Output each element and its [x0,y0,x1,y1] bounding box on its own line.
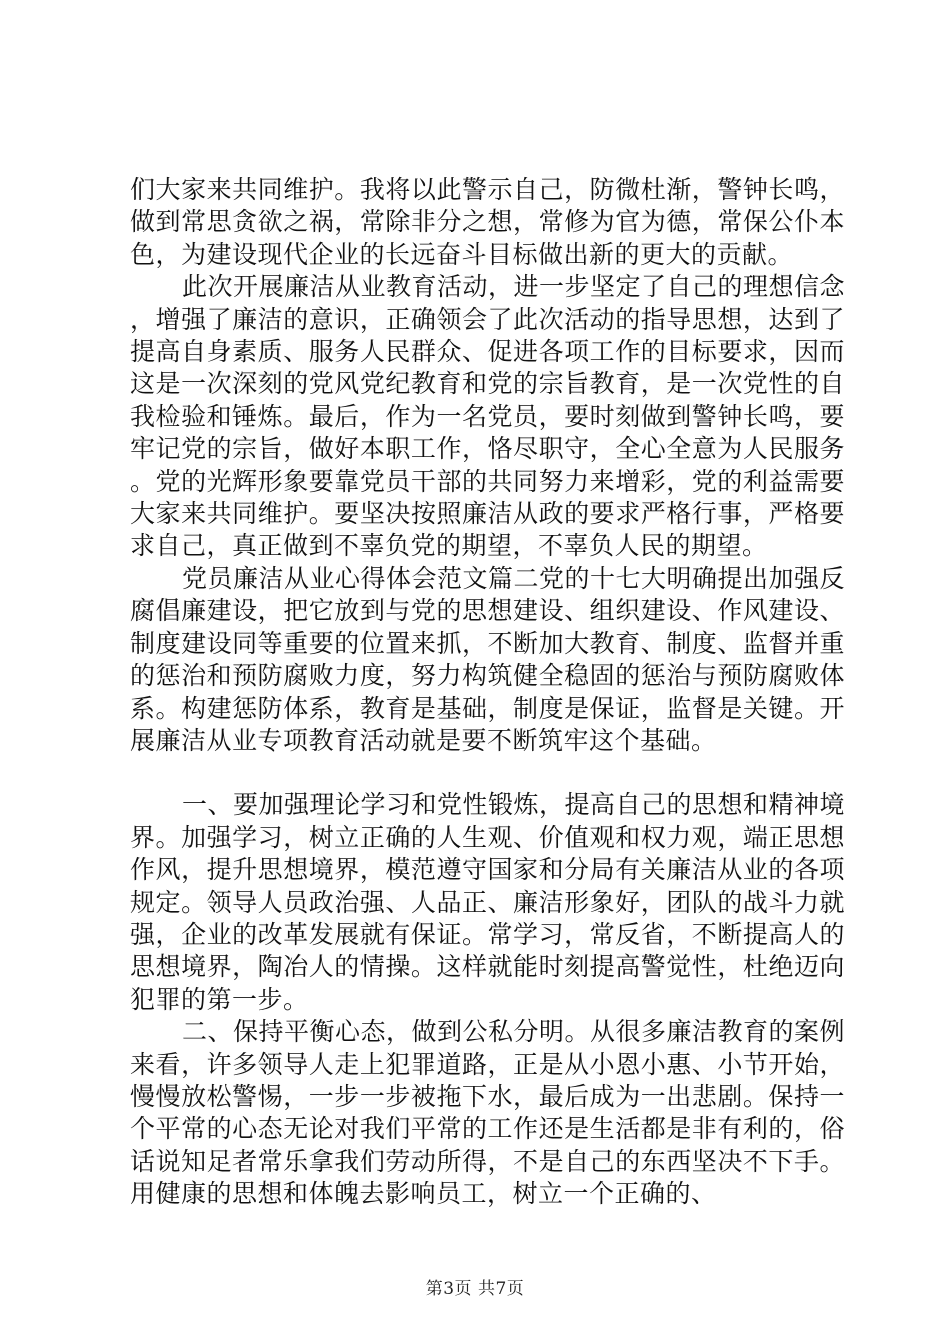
paragraph-spacer [130,757,845,789]
paragraph-4: 一、要加强理论学习和党性锻炼，提高自己的思想和精神境界。加强学习，树立正确的人生观、价值观和权力观，端正思想作风，提升思想境界，模范遵守国家和分局有关廉洁从业的各项规定。领导人员政治强、人品正、廉洁形象好，团队的战斗力就强，企业的改革发展就有保证。常学习，常反省，不断提高人的思想境界，陶冶人的情操。这样就能时刻提高警觉性，杜绝迈向犯罪的第一步。 [130,790,846,1014]
document-body [130,174,845,1211]
paragraph-1: 们大家来共同维护。我将以此警示自己，防微杜渐，警钟长鸣，做到常思贪欲之祸，常除非分之想，常修为官为德，常保公仆本色，为建设现代企业的长远奋斗目标做出新的更大的贡献。 [130,175,845,269]
paragraph-5: 二、保持平衡心态，做到公私分明。从很多廉洁教育的案例来看，许多领导人走上犯罪道路，正是从小恩小惠、小节开始，慢慢放松警惕，一步一步被拖下水，最后成为一出悲剧。保持一个平常的心态无论对我们平常的工作还是生活都是非有利的，俗话说知足者常乐拿我们劳动所得，不是自己的东西坚决不下手。用健康的思想和体魄去影响员工，树立一个正确的、 [130,1017,846,1209]
paragraph-2: 此次开展廉洁从业教育活动，进一步坚定了自己的理想信念，增强了廉洁的意识，正确领会了此次活动的指导思想，达到了提高自身素质、服务人民群众、促进各项工作的目标要求，因而这是一次深刻的党风党纪教育和党的宗旨教育，是一次党性的自我检验和锤炼。最后，作为一名党员，要时刻做到警钟长鸣，要牢记党的宗旨，做好本职工作，恪尽职守，全心全意为人民服务。党的光辉形象要靠党员干部的共同努力来增彩，党的利益需要大家来共同维护。要坚决按照廉洁从政的要求严格行事，严格要求自己，真正做到不辜负党的期望，不辜负人民的期望。 [130,272,846,561]
page-number-footer: 第3页 共7页 [425,1279,525,1299]
paragraph-3: 党员廉洁从业心得体会范文篇二党的十七大明确提出加强反腐倡廉建设，把它放到与党的思想建设、组织建设、作风建设、制度建设同等重要的位置来抓，不断加大教育、制度、监督并重的惩治和预防腐败力度，努力构筑健全稳固的惩治与预防腐败体系。构建惩防体系，教育是基础，制度是保证，监督是关键。开展廉洁从业专项教育活动就是要不断筑牢这个基础。 [130,563,846,755]
